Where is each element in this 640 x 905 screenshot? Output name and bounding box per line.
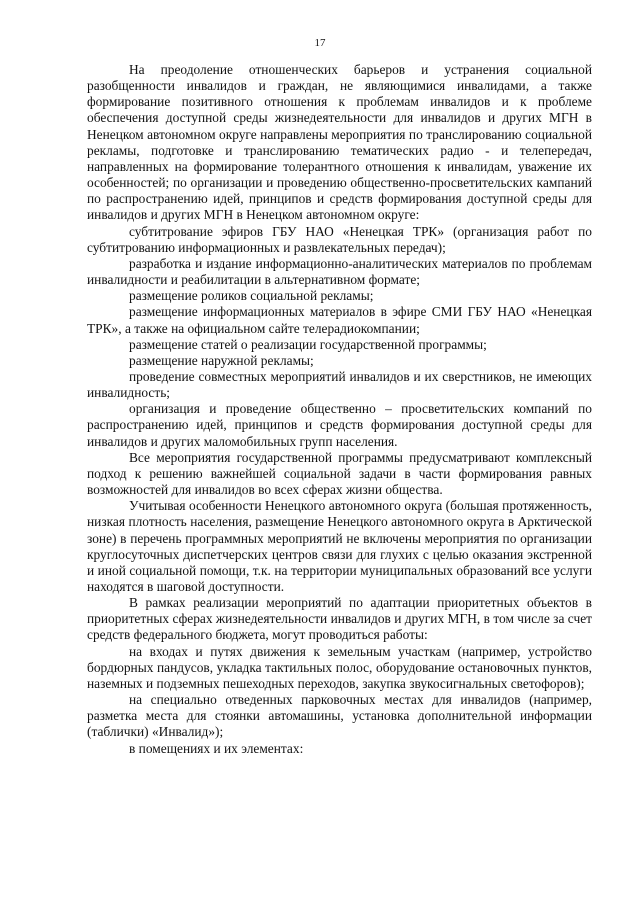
- list-item-broadcast: размещение информационных материалов в эфире СМИ ГБУ НАО «Ненецкая ТРК», а также на официальном сайте телерадиокомпании;: [87, 304, 592, 336]
- list-item-premises: в помещениях и их элементах:: [129, 740, 304, 756]
- paragraph-comprehensive-approach: Все мероприятия государственной программы предусматривают комплексный подход к решению важнейшей социальной задачи в части формирования равных возможностей для инвалидов во всех сферах жизни общества.: [87, 449, 592, 498]
- list-item-ads: размещение роликов социальной рекламы;: [129, 288, 374, 304]
- paragraph-adaptation-works: В рамках реализации мероприятий по адаптации приоритетных объектов в приоритетных сферах жизнедеятельности инвалидов и других МГН, в том числе за счет средств федерального бюджета, могут проводиться работы:: [87, 595, 592, 643]
- list-item-entrances: на входах и путях движения к земельным участкам (например, устройство бордюрных пандусов, укладка тактильных полос, оборудование остановочных пунктов, наземных и подземных пешеходных переходов, закупка звукосигнальных светофоров);: [87, 643, 592, 691]
- list-item-campaigns: организация и проведение общественно – просветительских компаний по распространению идей, принципов и средств формирования доступной среды для инвалидов и других маломобильных групп населения.: [87, 401, 592, 449]
- list-item-parking: на специально отведенных парковочных местах для инвалидов (например, разметка места для стоянки автомашины, установка дополнительной информации (таблички) «Инвалид»);: [87, 692, 592, 740]
- list-item-materials: разработка и издание информационно-аналитических материалов по проблемам инвалидности и реабилитации в альтернативном формате;: [87, 255, 592, 288]
- list-item-joint-events: проведение совместных мероприятий инвалидов и их сверстников, не имеющих инвалидность;: [87, 368, 592, 401]
- paragraph-regional-features: Учитывая особенности Ненецкого автономного округа (большая протяженность, низкая плотность населения, размещение Ненецкого автономного округа в Арктической зоне) в перечень программных мероприятий не включены мероприятия по организации круглосуточных диспетчерских центров связи для глухих с целью оказания экстренной и иной социальной помощи, т.к. на территории муниципальных образований все услуги находятся в шаговой доступности.: [87, 498, 592, 594]
- page-number: 17: [314, 37, 326, 49]
- document-body: [87, 62, 592, 757]
- list-item-subtitling: субтитрование эфиров ГБУ НАО «Ненецкая ТРК» (организация работ по субтитрованию информационных и развлекательных передач);: [87, 223, 592, 255]
- list-item-outdoor-ads: размещение наружной рекламы;: [129, 352, 314, 368]
- paragraph-intro: На преодоление отношенческих барьеров и устранения социальной разобщенности инвалидов и граждан, не являющимися инвалидами, а также формирование позитивного отношения к проблемам инвалидов и к проблеме обеспечения доступной среды жизнедеятельности для инвалидов и других МГН в Ненецком автономном округе направлены мероприятия по транслированию социальной рекламы, подготовке и транслированию тематических радио - и телепередач, направленных на формирование толерантного отношения к инвалидам, уважение их особенностей; по организации и проведению общественно-просветительских кампаний по распространению идей, принципов и средств формирования доступной среды для инвалидов и других МГН в Ненецком автономном округе:: [87, 62, 592, 223]
- list-item-articles: размещение статей о реализации государственной программы;: [129, 336, 487, 352]
